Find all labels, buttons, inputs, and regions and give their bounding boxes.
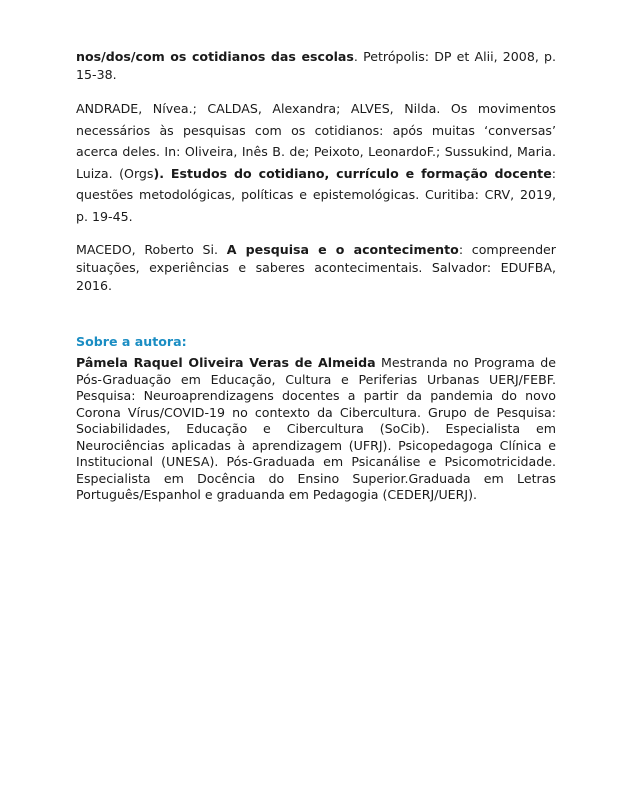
reference-entry — [76, 48, 556, 84]
author-bio — [76, 355, 556, 504]
reference-authors: MACEDO, Roberto Si. — [76, 242, 227, 257]
reference-title: A pesquisa e o acontecimento — [226, 242, 459, 257]
about-author-heading: Sobre a autora: — [76, 334, 187, 349]
reference-details: : compreender situações, experiências e saberes acontecimentais. Salvador: EDUFBA, 2016. — [76, 242, 556, 293]
reference-details: : questões metodológicas, políticas e epistemológicas. Curitiba: CRV, 2019, p. 19-45. — [76, 165, 556, 224]
reference-title: ). Estudos do cotidiano, currículo e formação docente — [153, 165, 552, 181]
reference-title: nos/dos/com os cotidianos das escolas — [76, 49, 354, 64]
reference-details: . Petrópolis: DP et Alii, 2008, p. 15-38. — [76, 49, 556, 82]
author-bio-text: Mestranda no Programa de Pós-Graduação em Educação, Cultura e Periferias Urbanas UERJ/FEBF. Pesquisa: Neuroaprendizagens docentes a partir da pandemia do novo Corona Vírus/COVID-19 no contexto da Cibercultura. Grupo de Pesquisa: Sociabilidades, Educação e Cibercultura (SoCib). Especialista em Neurociências aplicadas à aprendizagem (UFRJ). Psicopedagoga Clínica e Institucional (UNESA). Pós-Graduada em Psicanálise e Psicomotricidade. Especialista em Docência do Ensino Superior.Graduada em Letras Português/Espanhol e graduanda em Pedagogia (CEDERJ/UERJ). — [76, 355, 556, 502]
reference-entry — [76, 241, 556, 295]
document-page — [76, 48, 556, 504]
author-name: Pâmela Raquel Oliveira Veras de Almeida — [76, 355, 376, 370]
reference-entry — [76, 98, 556, 227]
reference-authors: ANDRADE, Nívea.; CALDAS, Alexandra; ALVES, Nilda. Os movimentos necessários às pesquisas com os cotidianos: após muitas ‘conversas’ acerca deles. In: Oliveira, Inês B. de; Peixoto, LeonardoF.; Sussukind, Maria. Luiza. (Orgs — [76, 101, 556, 181]
